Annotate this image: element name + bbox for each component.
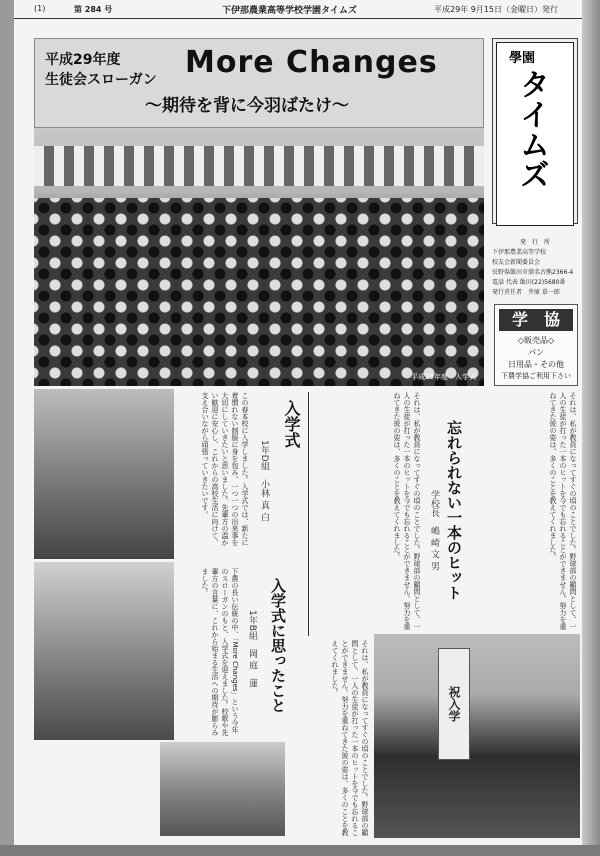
coop-line: ◇販売品◇: [517, 336, 555, 345]
newspaper-title: 下伊那農業高等学校学園タイムズ: [222, 6, 357, 16]
page-number: (1): [34, 4, 46, 13]
article-author: 1年D組 小林 真 白: [259, 440, 269, 522]
publisher-info: [492, 238, 578, 304]
article-body: それは、私が教員になってすぐの頃のことでした。野球部の顧問として、一人の生徒が打った一本のヒットを今でも忘れることができません。努力を重ねてきた彼の姿は、多くのことを教えてくれました。: [331, 640, 369, 836]
coop-line: パン: [528, 348, 544, 357]
slogan-banner: [34, 38, 484, 128]
masthead-name: タイムズ: [514, 69, 549, 189]
classroom-photo: [34, 389, 174, 559]
coop-ad: [494, 304, 578, 386]
slogan-subtitle: 〜期待を背に今羽ばたけ〜: [145, 96, 349, 116]
issue-number: 第 284 号: [74, 5, 113, 14]
publisher-line: 電話 代表 飯田(22)5680番: [492, 279, 566, 286]
page-header: [14, 0, 582, 19]
group-photo: [374, 634, 580, 838]
coop-line: 日用品・その他: [508, 360, 564, 369]
classroom-photo: [160, 742, 285, 836]
masthead-box: [496, 42, 574, 226]
publisher-line: 下伊那農業高等学校: [492, 249, 547, 256]
page-edge: [0, 845, 600, 856]
article-author: 学校長 嶋 崎 文 男: [429, 490, 439, 571]
article-body: この春本校に入学しました。入学式では、新たに着慣れない制服に身を包み、一つ一つの出来事を大切にしていきたいと思いました。先輩方の温かい歓迎に安心し、これからの高校生活に向けて、支え合いながら頑張っていきたいです。: [201, 392, 249, 546]
publisher-line: 校友会新聞委員会: [492, 259, 541, 266]
article-body: 下農の長い伝統の中、「More Changes」という今年のスローガンのもと、入学式を迎えました。校歌や先輩方の言葉に、これから始まる生活への期待が膨らみました。: [201, 568, 239, 736]
coop-title: 学 協: [499, 309, 573, 331]
article-title: 忘れられない一本のヒット: [445, 420, 463, 600]
publisher-line: 発行責任者 井原 慕一郎: [492, 289, 560, 296]
publisher-line: 発 行 所: [519, 239, 550, 246]
photo-caption: 平成29年度 入学式: [411, 373, 476, 381]
article-title: 入学式に思ったこと: [269, 578, 287, 713]
article-author: 1年B組 岡 庭 蓮: [247, 610, 257, 688]
article-title: 入学式: [282, 400, 301, 448]
issue-date: 平成29年 9月15日（金曜日）発行: [434, 5, 558, 14]
coop-line: 下農学協ご利用下さい: [501, 372, 571, 380]
newspaper-page: [14, 0, 582, 845]
audience: [34, 198, 484, 386]
article-body: それは、私が教員になってすぐの頃のことでした。野球部の顧問として、一人の生徒が打った一本のヒットを今でも忘れることができません。努力を重ねてきた彼の姿は、多くのことを教えてくれました。: [549, 392, 577, 630]
publisher-line: 長野県飯田市鼎名古熊2366-4: [492, 269, 574, 276]
classroom-photo: [34, 562, 174, 740]
slogan-text: More Changes: [185, 45, 438, 80]
celebration-sign: 祝入学: [438, 648, 470, 760]
slogan-label: 生徒会スローガン: [45, 72, 157, 88]
masthead-top: 學園: [509, 51, 536, 66]
page-edge: [582, 0, 600, 856]
stage-curtain: [34, 146, 484, 186]
column-rule: [308, 392, 309, 636]
entrance-ceremony-photo: [34, 128, 484, 386]
article-body: それは、私が教員になってすぐの頃のことでした。野球部の顧問として、一人の生徒が打った一本のヒットを今でも忘れることができません。努力を重ねてきた彼の姿は、多くのことを教えてくれました。: [393, 392, 421, 630]
slogan-year: 平成29年度: [45, 52, 121, 68]
masthead: [492, 38, 578, 224]
